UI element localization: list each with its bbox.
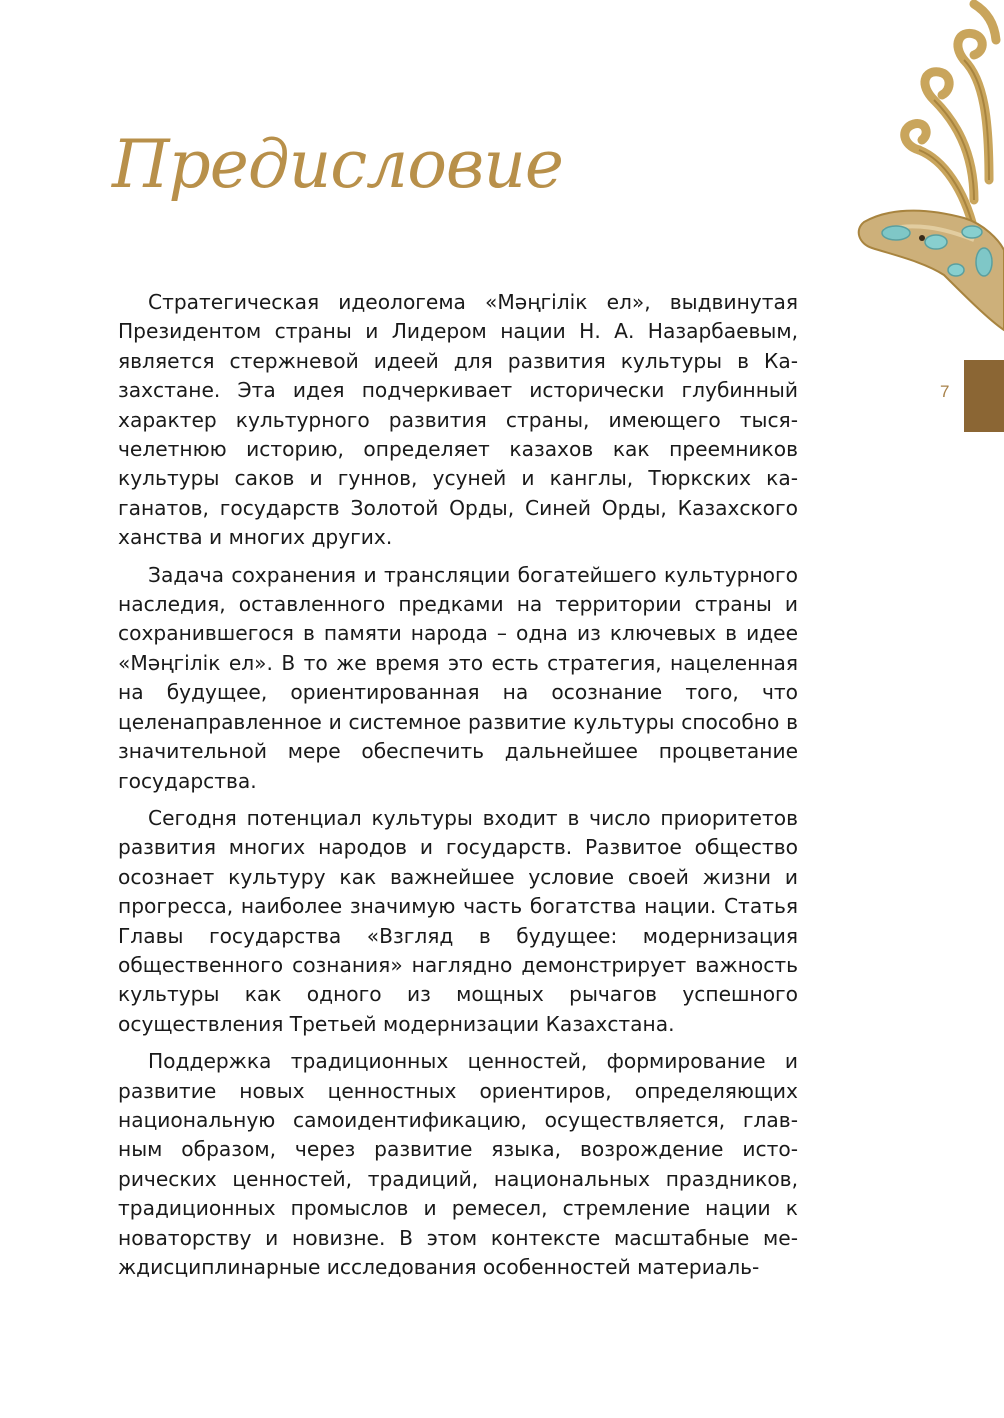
paragraph: Сегодня потенциал культуры входит в число приоритетов развития многих народов и государств. Развитое общество осознает культуру как важнейшее условие своей жизни и прогресса, наиболее значимую часть богатства нации. Статья Главы государства «Взгляд в будущее: модернизация общественного сознания» наглядно демонстрирует важность культуры как одного из мощных рычагов успешного осуществления Третьей модернизации Казахстана. — [118, 805, 798, 1036]
paragraph: Стратегическая идеологема «Мәңгілік ел», выдвинутая Президентом страны и Лидером нации Н. А. Назарбаевым, является стержневой идеей для развития культуры в Казахстане. Эта идея подчеркивает исторически глубинный характер культурного развития страны, имеющего тысячелетнюю историю, определяет казахов как преемников культуры саков и гуннов, усуней и канглы, Тюркских каганатов, государств Золотой Орды, Синей Орды, Казахского ханства и многих других. — [118, 290, 798, 550]
deer-antler-ornament-image — [824, 0, 1004, 360]
body-text — [118, 288, 798, 1290]
paragraph: Поддержка традиционных ценностей, формирование и развитие новых ценностных ориентиров, определяющих национальную самоидентификацию, осуществляется, главным образом, через развитие языка, возрождение исторических ценностей, традиций, национальных праздников, традиционных промыслов и ремесел, стремление нации к новаторству и новизне. В этом контексте масштабные междисциплинарные исследования особенностей материаль- — [118, 1049, 798, 1279]
chapter-tab-marker — [964, 360, 1004, 432]
page-title: Предисловие — [112, 126, 563, 203]
paragraph: Задача сохранения и трансляции богатейшего культурного наследия, оставленного предками на территории страны и сохранившегося в памяти народа – одна из ключевых в идее «Мәңгілік ел». В то же время это есть стратегия, нацеленная на будущее, ориентированная на осознание того, что целенаправленное и системное развитие культуры способно в значительной мере обеспечить дальнейшее процветание государства. — [118, 562, 798, 793]
page-number: 7 — [940, 382, 950, 401]
